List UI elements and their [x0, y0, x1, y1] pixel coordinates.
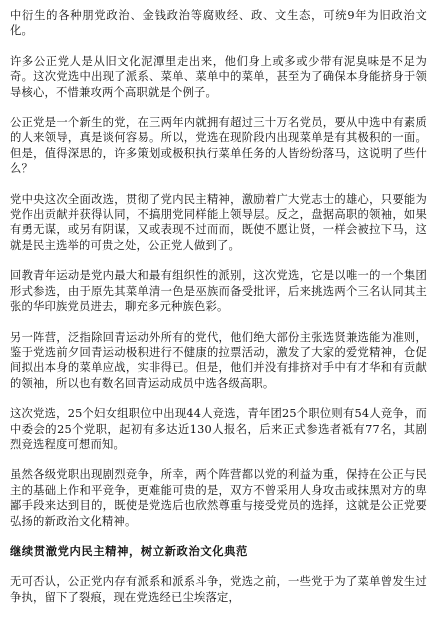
article-body: [10, 8, 427, 605]
paragraph-4: 党中央这次全面改选，贯彻了党内民主精神，激励着广大党志士的雄心，只要能为党作出贡献并获得认同，不搞朋党同样能上领导层。反之，盘据高职的领袖，如果有勇无谋，或另有阴谋，又或表现不过而而，既使不愿让贤，一样会被拉下马，这就是民主选举的可贵之处，公正党人做到了。: [10, 192, 427, 252]
paragraph-7: 这次党选，25个妇女组职位中出现44人竞选，青年团25个职位则有54人竞争，而中委会的25个党职，起初有多达近130人报名，后来正式参选者祗有77名，其剧烈竞选程度可想而知。: [10, 407, 427, 451]
paragraph-8: 虽然各级党职出现剧烈竞争，所幸，两个阵营都以党的利益为重，保持在公正与民主的基础上作和平竞争，更难能可贵的是，双方不曾采用人身攻击或抹黑对方的卑鄙手段来达到目的，既使是党选后也欣然尊重与接受党员的选择，这就是公正党要弘扬的新政治文化精神。: [10, 468, 427, 528]
section-heading: 继续贯澈党内民主精神，树立新政治文化典范: [10, 543, 248, 558]
paragraph-6: 另一阵营，泛指除回青运动外所有的党代，他们绝大部份主张选贤兼选能为准则，鉴于党选前夕回青运动极积进行不健康的拉票活动，激发了大家的爱党精神，仓促间拟出本身的菜单应战，实非得已。但是，他们并没有排挤对手中有才华和有贡献的领袖，所以也有数名回青运动成员中选各级高职。: [10, 330, 427, 390]
paragraph-2: 许多公正党人是从旧文化泥潭里走出来，他们身上或多或少带有泥臭味是不足为奇。这次党选中出现了派系、菜单、菜单中的菜单，甚至为了确保本身能挤身于领导核心，不惜兼攻两个高职就是个例子。: [10, 54, 427, 99]
paragraph-9: 无可否认，公正党内存有派系和派系斗争，党选之前，一些党于为了菜单曾发生过争执，留下了裂痕，现在党选经已尘埃落定，: [10, 575, 427, 604]
paragraph-3: 公正党是一个新生的党，在三两年内就拥有超过三十万名党员，要从中选中有素质的人来领导，真是谈何容易。所以，党选在现阶段内出现菜单是有其极积的一面。但是，值得深思的，许多策划或极积执行菜单任务的人皆纷纷落马，这说明了些什么？: [10, 116, 427, 176]
paragraph-5: 回教青年运动是党内最大和最有组织性的派别，这次党选，它是以唯一的一个集团形式参选，由于原先其菜单清一色是巫族而备受批评，后来挑选两个三名认同其主张的华印族党员进去，聊充多元种族色彩。: [10, 269, 427, 314]
paragraph-1: 中衍生的各种朋党政治、金钱政治等腐败经、政、文生态，可统9年为旧政治文化。: [10, 9, 427, 38]
